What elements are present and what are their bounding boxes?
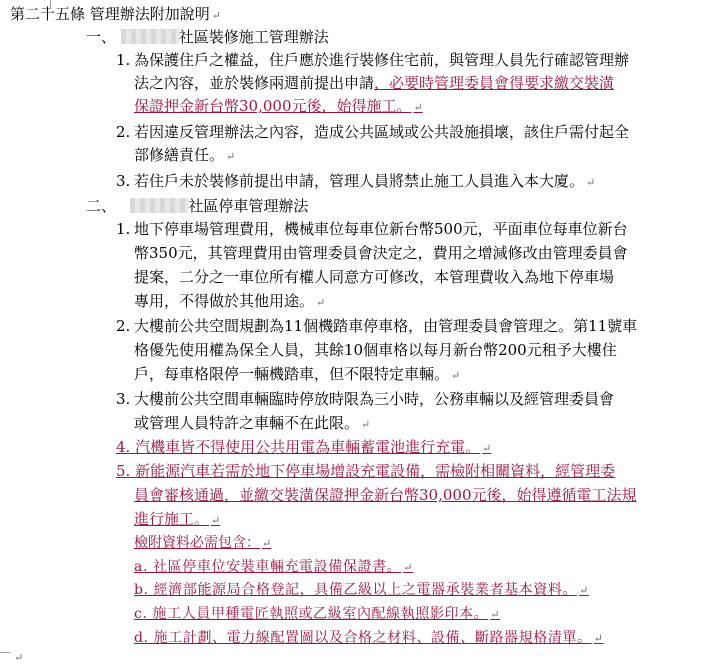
item-line: 戶，每車格限停一輛機踏車，但不限特定車輛。 ↵	[134, 365, 461, 383]
attachment-item: a. 社區停車位安裝車輛充電設備保證書。 ↵	[134, 559, 414, 575]
paragraph-mark-icon: ↵	[451, 369, 461, 382]
section-heading: 二、 社區停車管理辦法	[86, 197, 309, 215]
revision-text: 員會審核通過，並繳交裝潢保證押金新台幣30,000元後，始得遵循電工法規	[134, 486, 637, 504]
revision-text: 5. 新能源汽車若需於地下停車場增設充電設備，需檢附相關資料，經管理委	[116, 462, 616, 480]
article-title: 第二十五條 管理辦法附加說明 ↵	[10, 5, 221, 23]
end-paragraph-mark-icon: ↵	[14, 651, 24, 664]
item-line: 法之內容，並於裝修兩週前提出申請，必要時管理委員會得要求繳交裝潢	[134, 74, 615, 92]
revision-text: 進行施工。 ↵	[134, 510, 221, 528]
item-num: 3.	[116, 172, 131, 190]
item-line: 格優先使用權為保全人員，其餘10個車格以每月新台幣200元租予大樓住	[134, 341, 617, 359]
paragraph-mark-icon: ↵	[593, 632, 604, 645]
paragraph-mark-icon: ↵	[586, 176, 596, 189]
item-num: 2.	[116, 317, 131, 335]
redacted-name	[130, 198, 188, 213]
redacted-name	[121, 29, 179, 44]
item-line: 或管理人員特許之車輛不在此限。 ↵	[134, 414, 371, 432]
paragraph-mark-icon: ↵	[226, 150, 236, 163]
attachment-item: d. 施工計劃、電力線配置圖以及合格之材料、設備、斷路器規格清單。 ↵	[134, 630, 604, 646]
revision-text: 4. 汽機車皆不得使用公共用電為車輛蓄電池進行充電。 ↵	[116, 438, 492, 456]
item-line: 若因違反管理辦法之內容，造成公共區域或公共設施損壞，該住戶需付起全	[134, 123, 630, 141]
item-num: 1.	[116, 51, 131, 69]
paragraph-mark-icon: ↵	[211, 514, 221, 527]
paragraph-mark-icon: ↵	[413, 101, 423, 114]
item-line: 部修繕責任。 ↵	[134, 146, 236, 164]
paragraph-mark-icon: ↵	[316, 296, 326, 309]
margin-corner-mark	[0, 652, 10, 661]
revision-text: 保證押金新台幣30,000元後，始得施工。 ↵	[134, 97, 423, 115]
item-line: 若住戶未於裝修前提出申請，管理人員將禁止施工人員進入本大廈。 ↵	[134, 172, 596, 190]
item-line: 提案，二分之一車位所有權人同意方可修改，本管理費收入為地下停車場	[134, 268, 615, 286]
paragraph-mark-icon: ↵	[262, 537, 272, 550]
paragraph-mark-icon: ↵	[482, 442, 492, 455]
item-num: 2.	[116, 123, 131, 141]
paragraph-mark-icon: ↵	[490, 608, 501, 621]
paragraph-mark-icon: ↵	[211, 9, 221, 22]
item-line: 大樓前公共空間規劃為11個機踏車停車格，由管理委員會管理之。第11號車	[134, 317, 638, 335]
item-num: 3.	[116, 390, 131, 408]
item-line: 地下停車場管理費用，機械車位每車位新台幣500元，平面車位每車位新台	[134, 220, 628, 238]
attachment-item: c. 施工人員甲種電匠執照或乙級室內配線執照影印本。 ↵	[134, 606, 501, 622]
section-heading: 一、 社區裝修施工管理辦法	[86, 28, 329, 46]
revision-text: ，必要時管理委員會得要求繳交裝潢	[374, 74, 615, 92]
attachments-heading: 檢附資料必需包含： ↵	[134, 535, 272, 551]
item-line: 幣350元，其管理費用由管理委員會決定之，費用之增減修改由管理委員會	[134, 244, 628, 262]
item-line: 專用，不得做於其他用途。 ↵	[134, 292, 326, 310]
item-line: 大樓前公共空間車輛臨時停放時限為三小時，公務車輛以及經管理委員會	[134, 390, 615, 408]
item-line: 為保護住戶之權益，住戶應於進行裝修住宅前，與管理人員先行確認管理辦	[134, 51, 630, 69]
attachment-item: b. 經濟部能源局合格登記，具備乙級以上之電器承裝業者基本資料。 ↵	[134, 582, 589, 598]
paragraph-mark-icon: ↵	[361, 418, 371, 431]
item-num: 1.	[116, 220, 131, 238]
paragraph-mark-icon: ↵	[579, 584, 589, 597]
paragraph-mark-icon: ↵	[403, 561, 414, 574]
